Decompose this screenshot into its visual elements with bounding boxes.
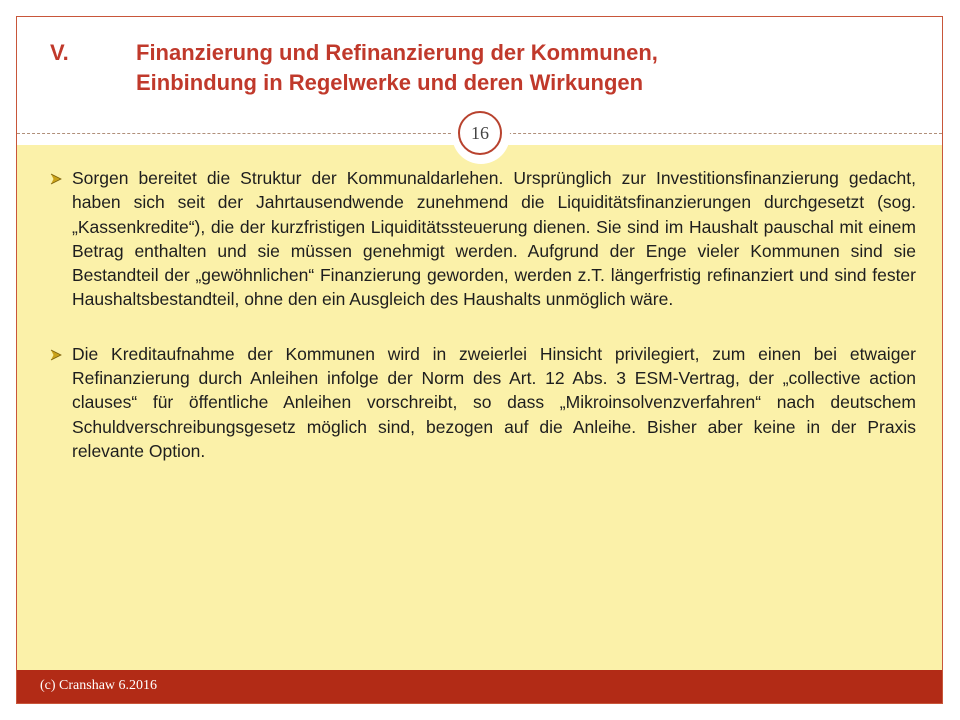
- page-number: 16: [471, 122, 489, 143]
- bullet-text: Die Kreditaufnahme der Kommunen wird in zweierlei Hinsicht privilegiert, zum einen bei etwaiger Refinanzierung durch Anleihen infolge der Norm des Art. 12 Abs. 3 ESM-Vertrag, der „collective action clauses“ für öffentliche Anleihen vorschreibt, so dass „Mikroinsolvenzverfahren“ nach deutschem Schuldverschreibungsgesetz möglich sind, bezogen auf die Anleihe. Bisher aber keine in der Praxis relevante Option.: [72, 343, 916, 461]
- title-line-2: Einbindung in Regelwerke und deren Wirkungen: [136, 70, 644, 95]
- bullet-item: [50, 342, 916, 463]
- page-number-badge: [458, 111, 502, 155]
- bullet-item: [50, 166, 916, 312]
- arrow-bullet-icon: [50, 342, 72, 463]
- arrow-bullet-icon: [50, 166, 72, 312]
- bullet-list: [50, 166, 916, 493]
- footer-copyright: (c) Cranshaw 6.2016: [40, 678, 158, 693]
- bullet-text: Sorgen bereitet die Struktur der Kommunaldarlehen. Ursprünglich zur Investitionsfinanzierung gedacht, haben sich seit der Jahrtausendwende zunehmend die Liquiditätsfinanzierungen durchgesetzt (sog. „Kassenkredite“), die der kurzfristigen Liquiditätssteuerung dienen. Sie sind im Haushalt pauschal mit einem Betrag enthalten und sie müssen genehmigt werden. Aufgrund der Enge vieler Kommunen sind sie Bestandteil der „gewöhnlichen“ Finanzierung geworden, werden z.T. längerfristig refinanziert und sind fester Haushaltsbestandteil, ohne den ein Ausgleich des Haushalts unmöglich wäre.: [72, 168, 916, 310]
- slide-title: [50, 38, 658, 98]
- title-line-1: Finanzierung und Refinanzierung der Kommunen,: [136, 40, 658, 65]
- title-number: V.: [50, 40, 69, 65]
- footer-bar: [17, 670, 942, 703]
